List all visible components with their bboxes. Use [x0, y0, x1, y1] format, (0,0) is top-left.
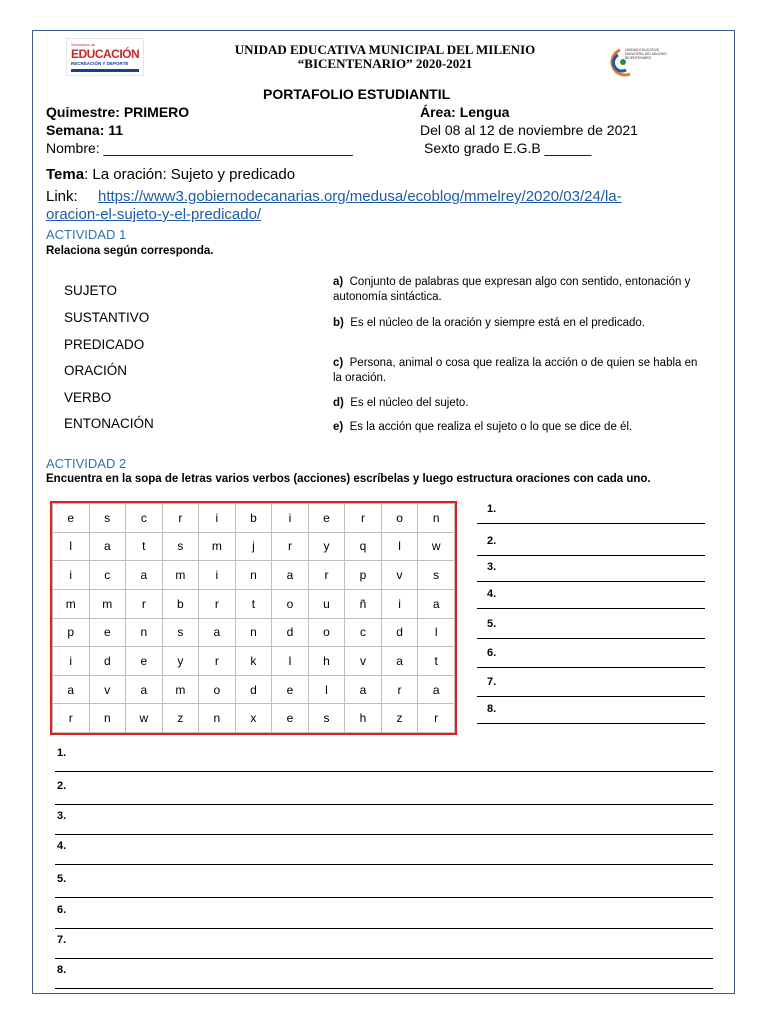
definition-item — [333, 316, 703, 331]
grid-cell[interactable]: m — [162, 561, 199, 590]
definition-letter: d) — [333, 397, 344, 409]
sentence-line-label: 6. — [57, 904, 67, 916]
grid-cell[interactable]: l — [418, 618, 455, 647]
tema-label: Tema — [46, 166, 85, 183]
grid-cell[interactable]: w — [418, 532, 455, 561]
verb-line-label: 2. — [487, 535, 497, 547]
definition-item — [333, 275, 703, 305]
sentence-answer-line[interactable] — [55, 897, 713, 898]
grid-cell[interactable]: m — [199, 532, 236, 561]
grid-cell[interactable]: t — [235, 589, 272, 618]
actividad1-instruction: Relaciona según corresponda. — [46, 245, 214, 257]
grid-cell[interactable]: u — [308, 589, 345, 618]
tema-row — [46, 166, 295, 183]
verb-line-label: 7. — [487, 676, 497, 688]
grid-cell[interactable]: t — [126, 532, 163, 561]
grid-cell[interactable]: i — [199, 504, 236, 533]
grid-cell[interactable]: h — [345, 704, 382, 733]
verb-answer-line[interactable] — [477, 667, 705, 668]
grid-row — [53, 532, 455, 561]
sentence-line-label: 5. — [57, 873, 67, 885]
grid-cell[interactable]: r — [199, 647, 236, 676]
grid-row — [53, 618, 455, 647]
grid-cell[interactable]: r — [308, 561, 345, 590]
verb-answer-line[interactable] — [477, 723, 705, 724]
sentence-answer-line[interactable] — [55, 804, 713, 805]
grid-cell[interactable]: o — [199, 675, 236, 704]
grid-cell[interactable]: e — [89, 618, 126, 647]
grid-cell[interactable]: r — [53, 704, 90, 733]
grid-cell[interactable]: a — [126, 561, 163, 590]
term-item: VERBO — [64, 390, 112, 405]
grid-cell[interactable]: e — [126, 647, 163, 676]
grid-cell[interactable]: m — [53, 589, 90, 618]
grid-cell[interactable]: z — [381, 704, 418, 733]
word-search-table — [52, 503, 455, 733]
definition-letter: a) — [333, 276, 344, 288]
logo-sub-text: RECREACIÓN Y DEPORTE — [71, 61, 129, 66]
grid-cell[interactable]: r — [272, 532, 309, 561]
grid-row — [53, 647, 455, 676]
verb-line-label: 1. — [487, 503, 497, 515]
school-name: UNIDAD EDUCATIVA MUNICIPAL DEL MILENIO — [234, 42, 536, 57]
sentence-answer-line[interactable] — [55, 988, 713, 989]
grid-cell[interactable]: d — [89, 647, 126, 676]
grid-cell[interactable]: s — [308, 704, 345, 733]
verb-answer-line[interactable] — [477, 555, 705, 556]
grid-cell[interactable]: o — [381, 504, 418, 533]
grid-cell[interactable]: i — [53, 647, 90, 676]
verb-answer-line[interactable] — [477, 581, 705, 582]
grid-cell[interactable]: r — [126, 589, 163, 618]
verb-answer-line[interactable] — [477, 608, 705, 609]
definition-text: Conjunto de palabras que expresan algo con sentido, entonación y autonomía sintáctica. — [333, 276, 691, 303]
definition-text: Es el núcleo de la oración y siempre está en el predicado. — [350, 317, 645, 329]
sentence-answer-line[interactable] — [55, 771, 713, 772]
grid-cell[interactable]: q — [345, 532, 382, 561]
grid-cell[interactable]: d — [272, 618, 309, 647]
verb-answer-line[interactable] — [477, 523, 705, 524]
school-logo — [608, 46, 670, 78]
grid-cell[interactable]: n — [235, 618, 272, 647]
grid-cell[interactable]: v — [345, 647, 382, 676]
term-item: ENTONACIÓN — [64, 416, 154, 431]
grid-cell[interactable]: a — [272, 561, 309, 590]
sentence-line-label: 7. — [57, 934, 67, 946]
grid-cell[interactable]: z — [162, 704, 199, 733]
link-label: Link: — [46, 188, 78, 205]
sentence-line-label: 8. — [57, 964, 67, 976]
grid-cell[interactable]: l — [308, 675, 345, 704]
education-logo — [66, 38, 144, 76]
quimestre-label: Quimestre: — [46, 104, 120, 120]
grid-cell[interactable]: ñ — [345, 589, 382, 618]
grid-cell[interactable]: x — [235, 704, 272, 733]
grid-cell[interactable]: a — [199, 618, 236, 647]
logo-main-text: EDUCACIÓN — [71, 47, 140, 61]
definition-item — [333, 396, 703, 411]
grid-cell[interactable]: r — [199, 589, 236, 618]
grid-cell[interactable]: y — [162, 647, 199, 676]
actividad1-heading: ACTIVIDAD 1 — [46, 227, 127, 242]
grid-cell[interactable]: e — [53, 504, 90, 533]
tema-value: : La oración: Sujeto y predicado — [84, 166, 296, 183]
grid-cell[interactable]: c — [345, 618, 382, 647]
grid-cell[interactable]: a — [53, 675, 90, 704]
sentence-answer-line[interactable] — [55, 864, 713, 865]
grid-cell[interactable]: i — [381, 589, 418, 618]
sentence-line-label: 3. — [57, 810, 67, 822]
doc-title: PORTAFOLIO ESTUDIANTIL — [263, 86, 451, 102]
grid-cell[interactable]: b — [235, 504, 272, 533]
grid-cell[interactable]: r — [162, 504, 199, 533]
grid-cell[interactable]: m — [89, 589, 126, 618]
definition-text: Persona, animal o cosa que realiza la acción o de quien se habla en la oración. — [333, 357, 698, 384]
quimestre-value: PRIMERO — [123, 104, 190, 120]
definition-letter: e) — [333, 421, 344, 433]
verb-answer-line[interactable] — [477, 696, 705, 697]
grid-cell[interactable]: s — [89, 504, 126, 533]
definition-item — [333, 420, 703, 435]
grid-cell[interactable]: p — [53, 618, 90, 647]
actividad2-instruction: Encuentra en la sopa de letras varios verbos (acciones) escríbelas y luego estructura oraciones con cada uno. — [46, 473, 651, 485]
grid-cell[interactable]: v — [381, 561, 418, 590]
sentence-line-label: 4. — [57, 840, 67, 852]
definition-item — [333, 356, 703, 386]
grid-cell[interactable]: w — [126, 704, 163, 733]
grid-cell[interactable]: s — [162, 618, 199, 647]
grid-cell[interactable]: s — [418, 561, 455, 590]
grid-cell[interactable]: a — [418, 589, 455, 618]
grid-cell[interactable]: m — [162, 675, 199, 704]
grid-cell[interactable]: i — [53, 561, 90, 590]
semana-value: 11 — [108, 122, 124, 138]
grid-row — [53, 504, 455, 533]
grid-cell[interactable]: l — [272, 647, 309, 676]
grid-cell[interactable]: n — [89, 704, 126, 733]
grid-cell[interactable]: n — [418, 504, 455, 533]
sentence-line-label: 2. — [57, 780, 67, 792]
definition-text: Es la acción que realiza el sujeto o lo que se dice de él. — [349, 421, 633, 433]
nombre-field[interactable]: Nombre: ________________________________ — [46, 140, 353, 156]
term-item: PREDICADO — [64, 337, 145, 352]
grid-cell[interactable]: l — [381, 532, 418, 561]
definition-text: Es el núcleo del sujeto. — [350, 397, 469, 409]
grid-cell[interactable]: n — [199, 704, 236, 733]
grid-cell[interactable]: b — [162, 589, 199, 618]
area-value: Lengua — [459, 104, 510, 120]
grid-row — [53, 704, 455, 733]
term-item: ORACIÓN — [64, 363, 128, 378]
date-range: Del 08 al 12 de noviembre de 2021 — [420, 122, 638, 138]
grid-cell[interactable]: a — [126, 675, 163, 704]
grid-cell[interactable]: t — [418, 647, 455, 676]
school-logo-text: UNIDAD EDUCATIVA MUNICIPAL DEL MILENIO BICENTENARIO — [625, 48, 667, 60]
grid-cell[interactable]: p — [345, 561, 382, 590]
word-search-grid — [50, 501, 457, 735]
area-label: Área: — [420, 104, 456, 120]
grid-cell[interactable]: r — [381, 675, 418, 704]
grid-cell[interactable]: n — [235, 561, 272, 590]
grid-cell[interactable]: c — [126, 504, 163, 533]
grid-cell[interactable]: h — [308, 647, 345, 676]
grid-cell[interactable]: a — [89, 532, 126, 561]
resource-link-line2[interactable]: oracion-el-sujeto-y-el-predicado/ — [46, 206, 262, 223]
sentence-answer-line[interactable] — [55, 834, 713, 835]
definition-letter: b) — [333, 317, 344, 329]
verb-line-label: 8. — [487, 703, 497, 715]
grid-row — [53, 589, 455, 618]
grid-cell[interactable]: o — [308, 618, 345, 647]
school-year: “BICENTENARIO” 2020-2021 — [297, 56, 473, 71]
grid-cell[interactable]: j — [235, 532, 272, 561]
sentence-line-label: 1. — [57, 747, 67, 759]
grid-cell[interactable]: o — [272, 589, 309, 618]
verb-answer-line[interactable] — [477, 638, 705, 639]
grid-cell[interactable]: r — [418, 704, 455, 733]
grid-cell[interactable]: e — [272, 675, 309, 704]
grid-cell[interactable]: y — [308, 532, 345, 561]
grid-cell[interactable]: v — [89, 675, 126, 704]
grid-row — [53, 675, 455, 704]
verb-line-label: 5. — [487, 618, 497, 630]
grid-cell[interactable]: c — [89, 561, 126, 590]
grid-cell[interactable]: d — [235, 675, 272, 704]
grid-cell[interactable]: n — [126, 618, 163, 647]
grid-cell[interactable]: a — [345, 675, 382, 704]
grid-cell[interactable]: d — [381, 618, 418, 647]
term-item: SUJETO — [64, 283, 118, 298]
sentence-answer-line[interactable] — [55, 928, 713, 929]
grid-cell[interactable]: e — [272, 704, 309, 733]
definition-letter: c) — [333, 357, 344, 369]
grid-cell[interactable]: a — [418, 675, 455, 704]
grid-cell[interactable]: i — [199, 561, 236, 590]
grid-cell[interactable]: s — [162, 532, 199, 561]
grid-cell[interactable]: l — [53, 532, 90, 561]
verb-line-label: 6. — [487, 647, 497, 659]
grado-field: Sexto grado E.G.B ______ — [424, 140, 592, 156]
grid-cell[interactable]: e — [308, 504, 345, 533]
grid-cell[interactable]: k — [235, 647, 272, 676]
grid-cell[interactable]: a — [381, 647, 418, 676]
area-row — [420, 104, 509, 120]
sentence-answer-line[interactable] — [55, 958, 713, 959]
grid-cell[interactable]: r — [345, 504, 382, 533]
semana-row — [46, 122, 123, 138]
semana-label: Semana: — [46, 122, 105, 138]
resource-link-line1[interactable]: https://www3.gobiernodecanarias.org/medusa/ecoblog/mmelrey/2020/03/24/la- — [98, 188, 622, 205]
quimestre-row — [46, 104, 189, 120]
actividad2-heading: ACTIVIDAD 2 — [46, 456, 127, 471]
grid-row — [53, 561, 455, 590]
logo-top-text: Secretaría de — [71, 42, 96, 47]
verb-line-label: 4. — [487, 588, 497, 600]
logo-bar — [71, 69, 139, 72]
grid-cell[interactable]: i — [272, 504, 309, 533]
term-item: SUSTANTIVO — [64, 310, 150, 325]
verb-line-label: 3. — [487, 561, 497, 573]
